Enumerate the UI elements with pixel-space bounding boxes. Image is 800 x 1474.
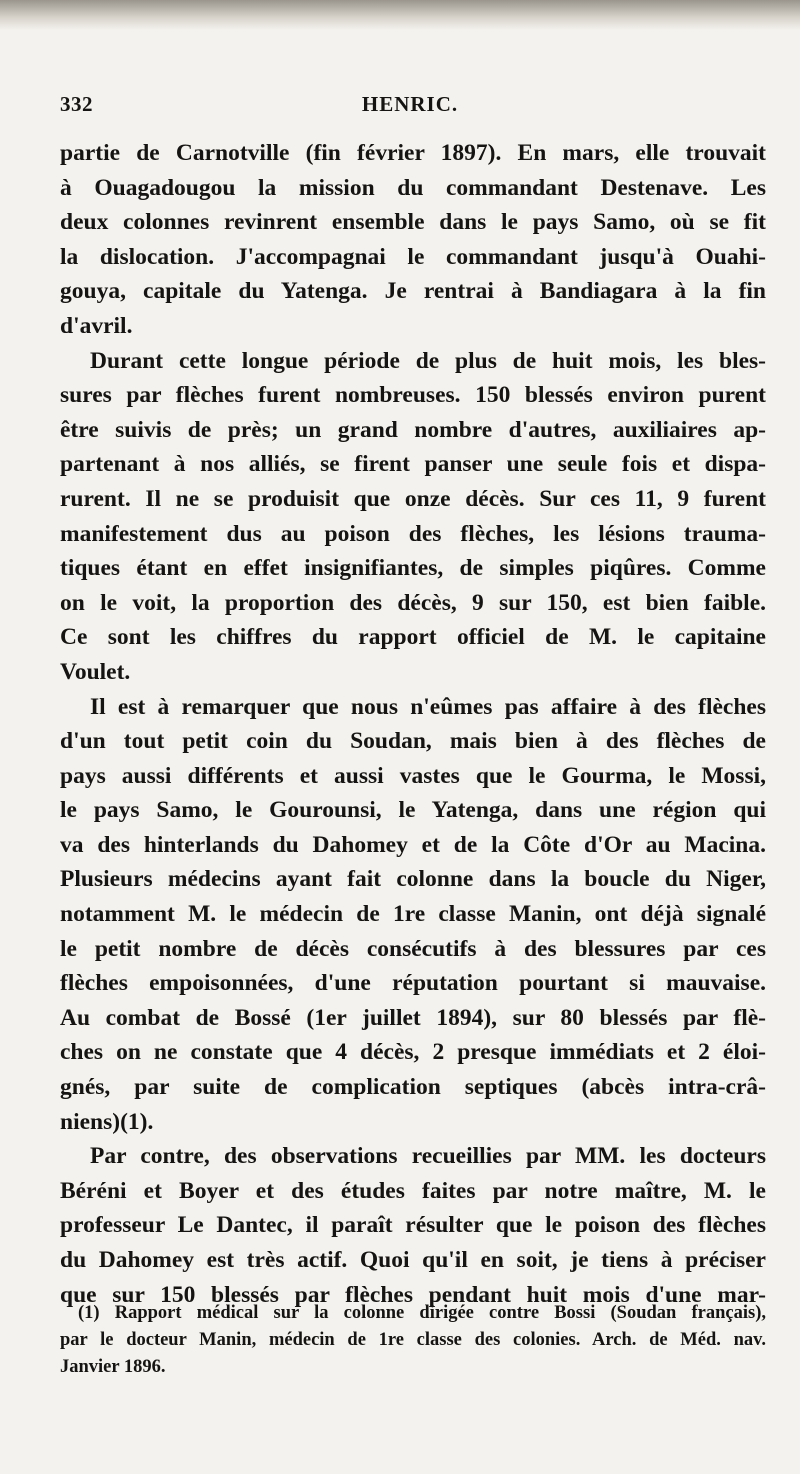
text-line: notamment M. le médecin de 1re classe Manin, ont déjà signalé xyxy=(60,901,766,928)
text-line: être suivis de près; un grand nombre d'autres, auxiliaires ap- xyxy=(60,416,766,443)
text-line: partie de Carnotville (fin février 1897). En mars, elle trouvait xyxy=(60,140,766,166)
text-line: Béréni et Boyer et des études faites par notre maître, M. le xyxy=(60,1177,766,1204)
text-line: Il est à remarquer que nous n'eûmes pas affaire à des flèches xyxy=(90,693,766,720)
text-line: Ce sont les chiffres du rapport officiel de M. le capitaine xyxy=(60,624,766,651)
text-line: flèches empoisonnées, d'une réputation pourtant si mauvaise. xyxy=(60,970,766,997)
footnote-line: (1) Rapport médical sur la colonne dirigée contre Bossi (Soudan français), xyxy=(78,1303,766,1323)
text-line: Au combat de Bossé (1er juillet 1894), sur 80 blessés par flè- xyxy=(60,1004,766,1031)
body-text xyxy=(60,136,766,1312)
text-line: rurent. Il ne se produisit que onze décès. Sur ces 11, 9 furent xyxy=(60,485,766,512)
text-line: gnés, par suite de complication septiques (abcès intra-crâ- xyxy=(60,1074,766,1101)
text-line: Voulet. xyxy=(60,658,131,685)
running-head: HENRIC. xyxy=(361,92,459,116)
text-line: partenant à nos alliés, se firent panser une seule fois et dispa- xyxy=(60,451,766,478)
text-line: d'avril. xyxy=(60,312,133,339)
text-line: Plusieurs médecins ayant fait colonne dans la boucle du Niger, xyxy=(60,866,766,893)
text-line: la dislocation. J'accompagnai le commandant jusqu'à Ouahi- xyxy=(60,243,766,270)
text-line: Par contre, des observations recueillies par MM. les docteurs xyxy=(90,1143,766,1170)
page-number: 332 xyxy=(60,92,93,116)
text-line: que sur 150 blessés par flèches pendant huit mois d'une mar- xyxy=(60,1281,766,1308)
footnote-line: par le docteur Manin, médecin de 1re classe des colonies. Arch. de Méd. nav. xyxy=(60,1330,766,1350)
footnote-line: Janvier 1896. xyxy=(60,1357,166,1377)
text-line: à Ouagadougou la mission du commandant Destenave. Les xyxy=(60,174,766,201)
text-line: deux colonnes revinrent ensemble dans le pays Samo, où se fit xyxy=(60,209,766,236)
text-line: pays aussi différents et aussi vastes que le Gourma, le Mossi, xyxy=(60,762,766,789)
page-header xyxy=(60,92,760,122)
text-line: tiques étant en effet insignifiantes, de simples piqûres. Comme xyxy=(60,555,766,582)
text-line: ches on ne constate que 4 décès, 2 presque immédiats et 2 éloi- xyxy=(60,1039,766,1066)
text-line: manifestement dus au poison des flèches, les lésions trauma- xyxy=(60,520,766,547)
text-line: du Dahomey est très actif. Quoi qu'il en soit, je tiens à préciser xyxy=(60,1247,766,1273)
text-line: on le voit, la proportion des décès, 9 sur 150, est bien faible. xyxy=(60,589,766,616)
text-line: le pays Samo, le Gourounsi, le Yatenga, dans une région qui xyxy=(60,797,766,824)
text-line: va des hinterlands du Dahomey et de la Côte d'Or au Macina. xyxy=(60,831,766,858)
text-line: sures par flèches furent nombreuses. 150 blessés environ purent xyxy=(60,382,766,409)
scan-edge-shadow xyxy=(0,0,800,30)
text-line: gouya, capitale du Yatenga. Je rentrai à Bandiagara à la fin xyxy=(60,278,766,305)
text-line: d'un tout petit coin du Soudan, mais bien à des flèches de xyxy=(60,728,766,755)
text-line: professeur Le Dantec, il paraît résulter que le poison des flèches xyxy=(60,1212,766,1239)
text-line: Durant cette longue période de plus de huit mois, les bles- xyxy=(90,347,766,374)
text-line: niens)(1). xyxy=(60,1108,154,1135)
text-line: le petit nombre de décès consécutifs à des blessures par ces xyxy=(60,935,766,962)
footnotes xyxy=(60,1300,766,1381)
